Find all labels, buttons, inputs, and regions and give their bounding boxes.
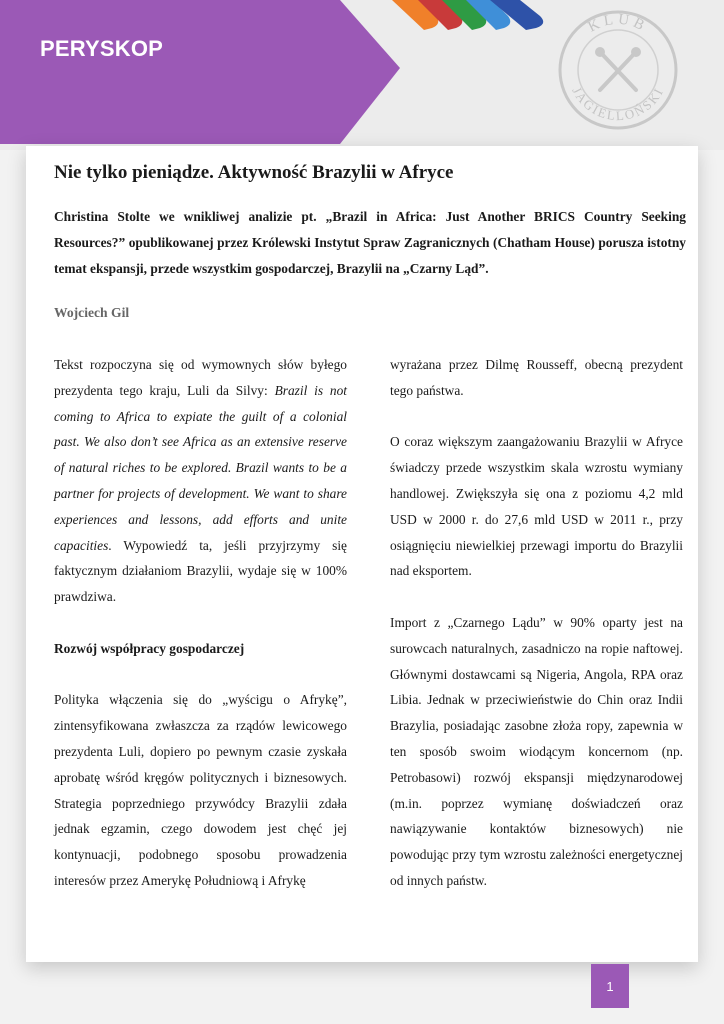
article-lead: Christina Stolte we wnikliwej analizie pt. „Brazil in Africa: Just Another BRICS Country Seeking Resources?” opublikowanej przez Królewski Instytut Spraw Zagranicznych (Chatham House) porusza istotny temat ekspansji, przede wszystkim gospodarczej, Brazylii na „Czarny Ląd”. [54,209,686,276]
svg-text:KLUB: KLUB [585,11,651,36]
klub-jagiellonski-logo [556,8,680,132]
right-column [390,352,683,894]
left-p1-intro: Tekst rozpoczyna się od wymownych słów byłego prezydenta tego kraju, Luli da Silvy: [54,357,347,398]
svg-text:JAGIELLOŃSKI: JAGIELLOŃSKI [569,84,667,124]
article-title: Nie tylko pieniądze. Aktywność Brazylii w Afryce [54,162,454,183]
right-paragraph-3: Import z „Czarnego Lądu” w 90% oparty jest na surowcach naturalnych, zasadniczo na ropie naftowej. Głównymi dostawcami są Nigeria, Angola, RPA oraz Libia. Jednak w przeciwieństwie do Chin oraz Indii Brazylia, posiadając zasobne złoża ropy, zapewnia w ten sposób swoim wiodącym koncernom (np. Petrobasowi) rozwój ekspansji międzynarodowej (m.in. poprzez wymianę doświadczeń oraz nawiązywanie kontaktów biznesowych) nie powodując przy tym wzrostu zależności energetycznej od innych państw. [390,614,683,888]
brand-title: PERYSKOP [40,36,164,61]
section-subheading: Rozwój współpracy gospodarczej [54,640,245,656]
left-column [54,352,347,894]
page-number: 1 [591,964,629,1008]
color-stripes [390,0,560,40]
right-paragraph-2: O coraz większym zaangażowaniu Brazylii w Afryce świadczy przede wszystkim skala wzrostu wymiany handlowej. Zwiększyła się ona z poziomu 4,2 mld USD w 2000 r. do 27,6 mld USD w 2011 r., przy osiągnięciu niewielkiej przewagi importu do Brazylii nad eksportem. [390,434,683,579]
article-author: Wojciech Gil [54,305,130,320]
left-paragraph-2: Polityka włączenia się do „wyścigu o Afrykę”, zintensyfikowana zwłaszcza za rządów lewicowego prezydenta Luli, dopiero po pewnym czasie zyskała aprobatę wśród kręgów politycznych i biznesowych. Strategia poprzedniego przywódcy Brazylii zdała jednak egzamin, czego dowodem jest chęć jej kontynuacji, podobnego sposobu prowadzenia interesów przez Amerykę Południową i Afrykę [54,692,347,888]
header [0,0,724,150]
left-p1-rest: . Wypowiedź ta, jeśli przyjrzymy się faktycznym działaniom Brazylii, wydaje się w 100% prawdziwa. [54,537,347,605]
header-banner [0,0,420,150]
lula-quote: Brazil is not coming to Africa to expiate the guilt of a colonial past. We also don’t see Africa as an extensive reserve of natural riches to be explored. Brazil wants to be a partner for projects of development. We want to share experiences and lessons, add efforts and unite capacities [54,382,347,553]
left-paragraph-1 [54,352,347,610]
right-paragraph-1: wyrażana przez Dilmę Rousseff, obecną prezydent tego państwa. [390,357,683,398]
